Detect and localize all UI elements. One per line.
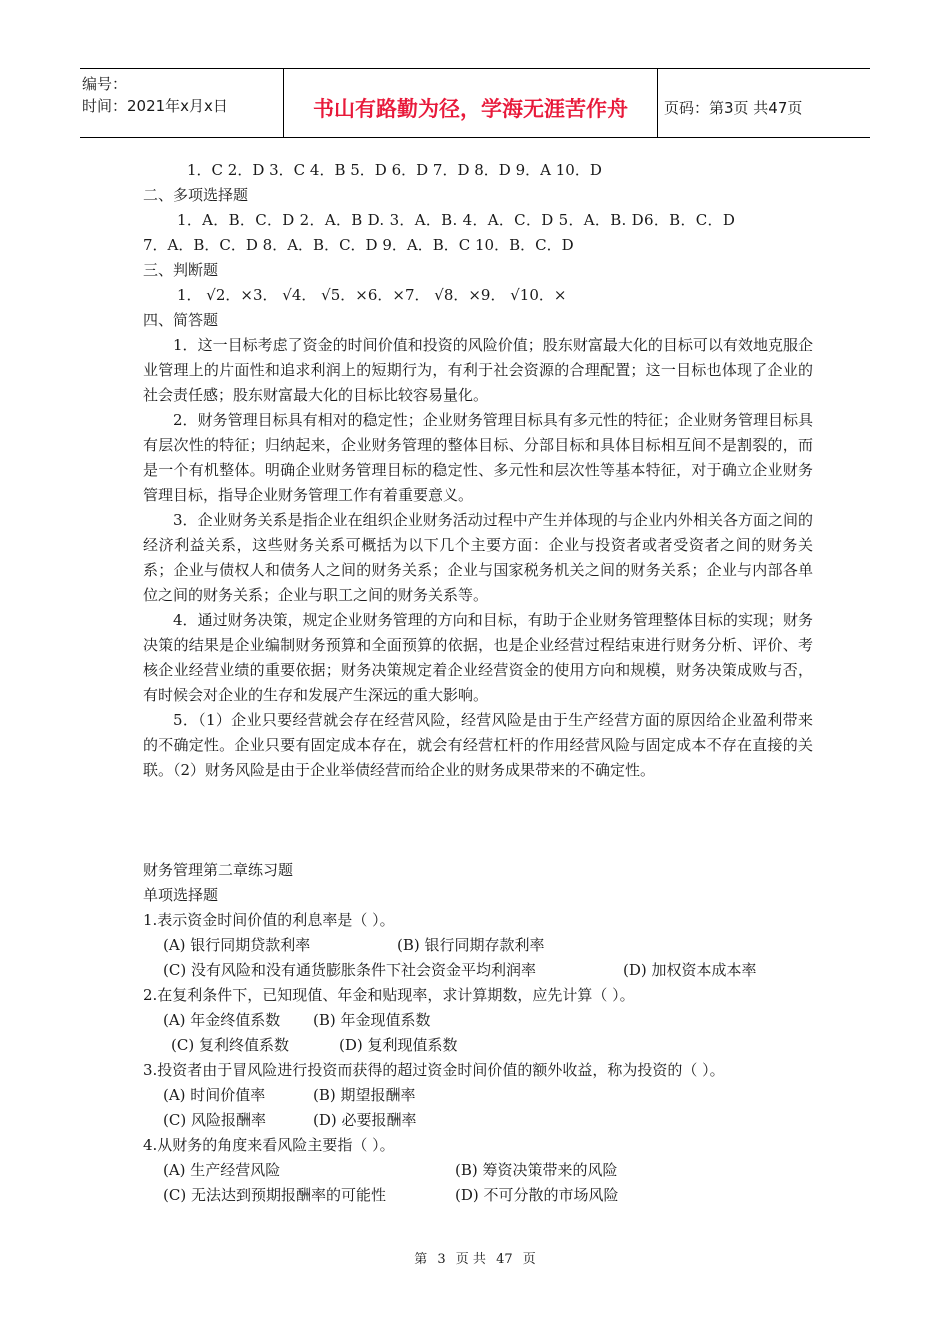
question-3-option-b: (B) 期望报酬率 [313,1086,416,1104]
number-label: 编号： [82,75,128,93]
document-body [143,158,813,1208]
judge-answers: 1． √2．×3． √4． √5．×6．×7． √8．×9． √10．× [177,286,567,304]
short-answer-5: 5．（1）企业只要经营就会存在经营风险，经营风险是由于生产经营方面的原因给企业盈利带来的不确定性。企业只要有固定成本存在，就会有经营杠杆的作用经营风险与固定成本不存在直接的关联。（2）财务风险是由于企业举债经营而给企业的财务成果带来的不确定性。 [143,711,813,779]
question-1-option-b: (B) 银行同期存款利率 [397,936,545,954]
question-2-options-cd [143,1033,813,1058]
question-2-options-ab [143,1008,813,1033]
single-answers: 1．C 2．D 3．C 4．B 5．D 6．D 7．D 8．D 9．A 10．D [187,161,602,179]
question-4-option-d: (D) 不可分散的市场风险 [455,1186,619,1204]
question-4-option-a: (A) 生产经营风险 [163,1161,281,1179]
question-4-options-ab [143,1158,813,1183]
question-4-options-cd [143,1183,813,1208]
section-gap [143,783,813,858]
single-choice-heading: 单项选择题 [143,886,219,904]
footer-total-pages: 47 [496,1252,513,1267]
short-answer-2: 2．财务管理目标具有相对的稳定性；企业财务管理目标具有多元性的特征；企业财务管理目标具有层次性的特征；归纳起来，企业财务管理的整体目标、分部目标和具体目标相互间不是割裂的，而是一个有机整体。明确企业财务管理目标的稳定性、多元性和层次性等基本特征，对于确立企业财务管理目标，指导企业财务管理工作有着重要意义。 [143,411,813,504]
motto: 书山有路勤为径，学海无涯苦作舟 [284,69,658,137]
question-2-option-a: (A) 年金终值系数 [163,1011,281,1029]
question-2: 2.在复利条件下，已知现值、年金和贴现率，求计算期数，应先计算（ ）。 [143,986,635,1004]
question-1-options-cd [143,958,813,983]
question-1: 1.表示资金时间价值的利息率是（ ）。 [143,911,395,929]
question-3-option-a: (A) 时间价值率 [163,1086,266,1104]
time-label: 时间：2021年x月x日 [82,97,228,115]
question-2-option-b: (B) 年金现值系数 [313,1011,431,1029]
question-1-option-a: (A) 银行同期贷款利率 [163,936,311,954]
multi-choice-heading: 二、多项选择题 [143,186,249,204]
question-3-option-c: (C) 风险报酬率 [163,1111,266,1129]
footer-suffix: 页 [522,1252,536,1267]
footer-middle: 页 共 [455,1252,486,1267]
question-3-options-cd [143,1108,813,1133]
question-3-option-d: (D) 必要报酬率 [313,1111,417,1129]
short-answer-3: 3．企业财务关系是指企业在组织企业财务活动过程中产生并体现的与企业内外相关各方面之间的经济利益关系，这些财务关系可概括为以下几个主要方面：企业与投资者或者受资者之间的财务关系；企业与债权人和债务人之间的财务关系；企业与国家税务机关之间的财务关系；企业与内部各单位之间的财务关系；企业与职工之间的财务关系等。 [143,511,813,604]
question-3: 3.投资者由于冒风险进行投资而获得的超过资金时间价值的额外收益，称为投资的（ ）。 [143,1061,725,1079]
page-footer [0,1248,950,1267]
question-4-option-b: (B) 筹资决策带来的风险 [455,1161,618,1179]
question-3-options-ab [143,1083,813,1108]
chapter-title: 财务管理第二章练习题 [143,861,294,879]
question-2-option-c: (C) 复利终值系数 [171,1036,289,1054]
question-1-options-ab [143,933,813,958]
question-1-option-d: (D) 加权资本成本率 [623,961,757,979]
short-answer-1: 1．这一目标考虑了资金的时间价值和投资的风险价值；股东财富最大化的目标可以有效地克服企业管理上的片面性和追求利润上的短期行为，有利于社会资源的合理配置；这一目标也体现了企业的社会责任感；股东财富最大化的目标比较容易量化。 [143,336,813,404]
question-4: 4.从财务的角度来看风险主要指（ ）。 [143,1136,395,1154]
short-answer-4: 4．通过财务决策，规定企业财务管理的方向和目标，有助于企业财务管理整体目标的实现；财务决策的结果是企业编制财务预算和全面预算的依据，也是企业经营过程结束进行财务分析、评价、考核企业经营业绩的重要依据；财务决策规定着企业经营资金的使用方向和规模，财务决策成败与否，有时候会对企业的生存和发展产生深远的重大影响。 [143,611,813,704]
question-2-option-d: (D) 复利现值系数 [339,1036,458,1054]
header-meta-cell [80,69,284,137]
footer-prefix: 第 [414,1252,428,1267]
multi-answers-line1: 1．A．B．C．D 2．A．B D. 3．A．B. 4．A．C．D 5．A．B. D6．B．C．D [177,211,736,229]
header-table [80,68,870,138]
short-answer-heading: 四、简答题 [143,311,219,329]
multi-answers-line2: 7．A．B．C．D 8．A．B．C．D 9．A．B．C 10．B．C．D [143,236,574,254]
question-1-option-c: (C) 没有风险和没有通货膨胀条件下社会资金平均利润率 [163,961,536,979]
footer-page-number: 3 [437,1252,446,1267]
judge-heading: 三、判断题 [143,261,219,279]
question-4-option-c: (C) 无法达到预期报酬率的可能性 [163,1186,386,1204]
page-label: 页码：第3页 共47页 [664,98,803,117]
